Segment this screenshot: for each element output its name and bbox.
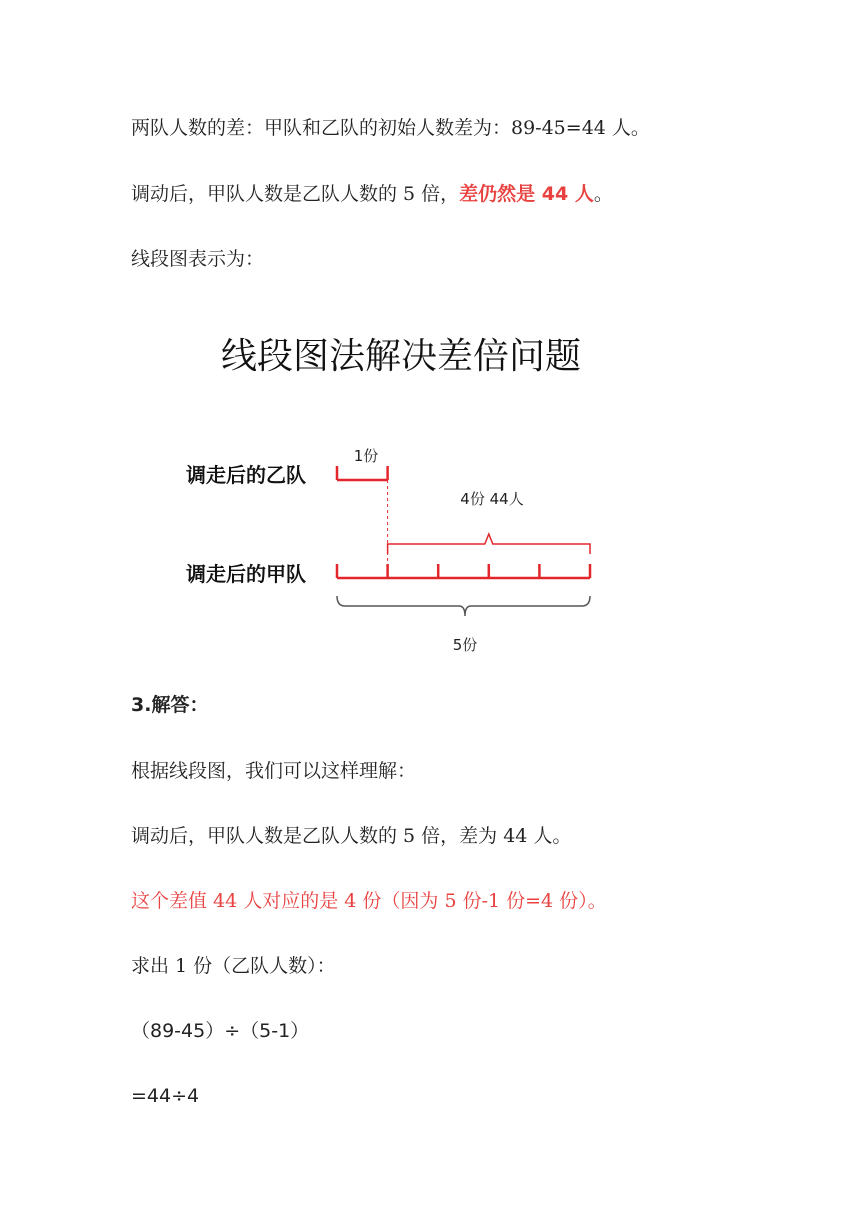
line-segment-diagram [0,320,860,660]
paragraph-2-text: 调动后，甲队人数是乙队人数的 5 倍， [131,183,460,205]
label-five-parts: 5份 [452,636,478,654]
label-team-a: 调走后的甲队 [186,562,306,586]
paragraph-2-end: 。 [593,183,613,205]
formula-line-1: （89-45）÷（5-1） [131,1020,310,1042]
diagram-marks [337,466,590,616]
paragraph-1: 两队人数的差：甲队和乙队的初始人数差为：89-45=44 人。 [131,117,650,139]
label-four-parts: 4份 44人 [460,490,524,508]
brace-four-parts [388,534,590,554]
paragraph-5: 调动后，甲队人数是乙队人数的 5 倍，差为 44 人。 [131,825,572,847]
label-team-b: 调走后的乙队 [186,463,306,487]
paragraph-7: 求出 1 份（乙队人数）： [131,955,336,977]
paragraph-6: 这个差值 44 人对应的是 4 份（因为 5 份-1 份=4 份）。 [131,890,607,912]
label-one-part: 1份 [353,447,379,465]
paragraph-4: 根据线段图，我们可以这样理解： [131,760,417,782]
diagram-title: 线段图法解决差倍问题 [220,336,582,377]
formula-line-2: =44÷4 [131,1085,200,1107]
brace-five-parts [337,596,590,616]
highlight-difference: 差仍然是 44 人 [459,183,594,205]
paragraph-3: 线段图表示为： [131,248,265,270]
paragraph-2 [131,181,613,207]
section-heading: 3.解答： [131,694,209,716]
